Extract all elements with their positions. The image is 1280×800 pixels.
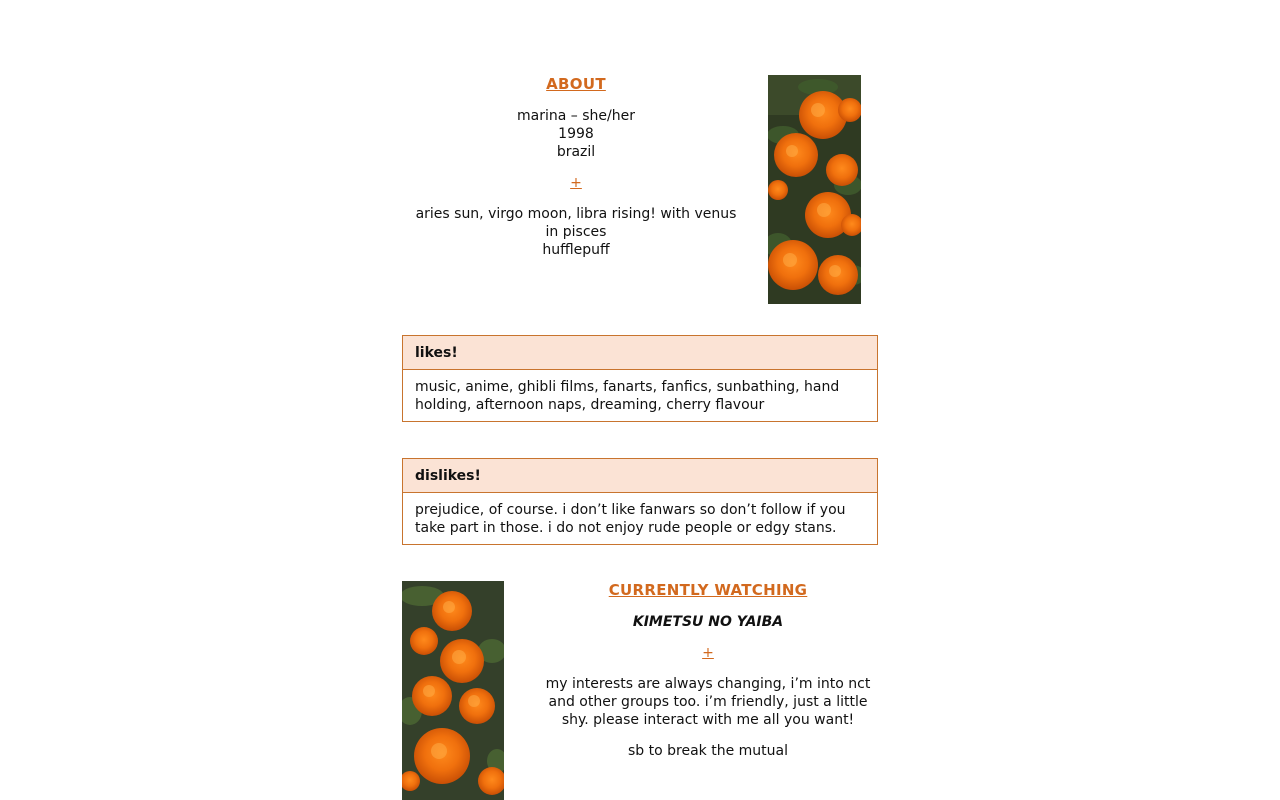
about-plus-link[interactable]: + [570, 175, 582, 191]
likes-content: music, anime, ghibli films, fanarts, fanfics, sunbathing, hand holding, afternoon naps, dreaming, cherry flavour [415, 379, 840, 413]
bio-text: my interests are always changing, i’m into nct and other groups too. i’m friendly, just a little shy. please interact with me all you want! [545, 676, 871, 728]
astro-details [402, 205, 750, 259]
watching-section [402, 581, 878, 800]
about-details [402, 107, 750, 161]
dislikes-table [402, 458, 878, 545]
about-section [402, 75, 878, 304]
footer-note: sb to break the mutual [628, 743, 788, 759]
likes-table [402, 335, 878, 422]
current-show: KIMETSU NO YAIBA [632, 614, 784, 630]
flower-image [402, 581, 504, 800]
watching-text [538, 581, 878, 760]
likes-header: likes! [403, 336, 877, 370]
about-title-link[interactable]: ABOUT [546, 75, 606, 93]
astro-signs: aries sun, virgo moon, libra rising! with venus in pisces [415, 206, 737, 240]
birth-year: 1998 [558, 126, 594, 142]
dislikes-content: prejudice, of course. i don’t like fanwars so don’t follow if you take part in those. i do not enjoy rude people or edgy stans. [415, 502, 846, 536]
watching-plus-link[interactable]: + [702, 645, 714, 661]
country: brazil [556, 144, 596, 160]
marigold-photo-top [768, 75, 861, 304]
flower-image [768, 75, 861, 304]
name-pronouns: marina – she/her [517, 108, 635, 124]
marigold-photo-bottom [402, 581, 504, 800]
watching-title-link[interactable]: CURRENTLY WATCHING [608, 581, 808, 599]
hogwarts-house: hufflepuff [542, 242, 610, 258]
dislikes-header: dislikes! [403, 459, 877, 493]
about-text [402, 75, 750, 259]
